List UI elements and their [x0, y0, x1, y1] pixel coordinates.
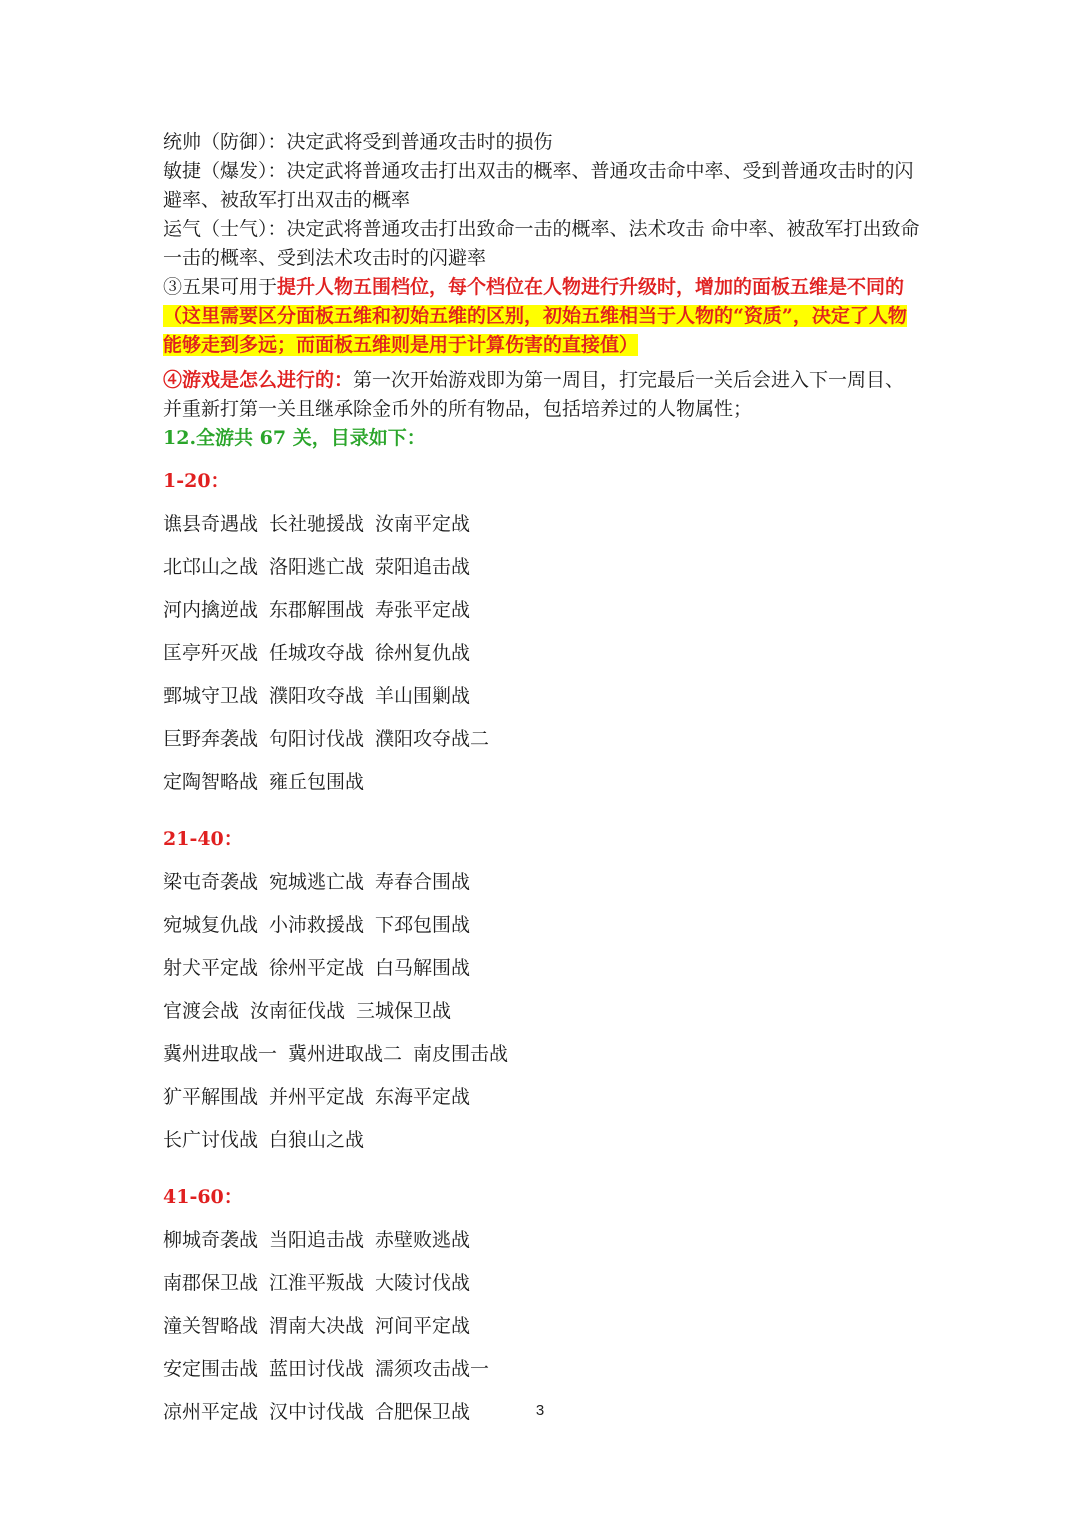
level-name: 梁屯奇袭战 — [163, 871, 259, 893]
level-range-section — [163, 467, 923, 811]
level-name: 濮阳攻夺战 — [269, 685, 365, 707]
level-row — [163, 868, 923, 911]
level-name: 匡亭歼灭战 — [163, 642, 259, 664]
paragraph-agility: 敏捷（爆发）：决定武将普通攻击打出双击的概率、普通攻击命中率、受到普通攻击时的闪避率、被敌军打出双击的概率 — [163, 160, 914, 211]
level-name: 官渡会战 — [163, 1000, 240, 1022]
level-name: 白马解围战 — [375, 957, 471, 979]
level-row — [163, 596, 923, 639]
level-name: 下邳包围战 — [375, 914, 471, 936]
level-name: 任城攻夺战 — [269, 642, 365, 664]
level-name: 巨野奔袭战 — [163, 728, 259, 750]
level-name: 河间平定战 — [375, 1315, 471, 1337]
level-name: 河内擒逆战 — [163, 599, 259, 621]
level-name: 大陵讨伐战 — [375, 1272, 471, 1294]
five-fruits-red-text: 提升人物五围档位，每个档位在人物进行升级时，增加的面板五维是不同的 — [277, 276, 905, 298]
level-row — [163, 553, 923, 596]
document-page — [163, 128, 923, 1441]
level-name: 洛阳逃亡战 — [269, 556, 365, 578]
level-ranges — [163, 467, 923, 1441]
level-name: 宛城复仇战 — [163, 914, 259, 936]
level-name: 长社驰援战 — [269, 513, 365, 535]
level-row — [163, 682, 923, 725]
level-name: 濮阳攻夺战二 — [375, 728, 490, 750]
level-name: 徐州复仇战 — [375, 642, 471, 664]
level-name: 射犬平定战 — [163, 957, 259, 979]
level-name: 羊山围剿战 — [375, 685, 471, 707]
level-row — [163, 768, 923, 811]
level-range-title: 41-60： — [163, 1186, 243, 1208]
level-name: 寿张平定战 — [375, 599, 471, 621]
level-name: 寿春合围战 — [375, 871, 471, 893]
level-list — [163, 510, 923, 811]
level-name: 并州平定战 — [269, 1086, 365, 1108]
level-name: 长广讨伐战 — [163, 1129, 259, 1151]
level-name: 合肥保卫战 — [375, 1401, 471, 1423]
level-name: 濡须攻击战一 — [375, 1358, 490, 1380]
level-name: 小沛救援战 — [269, 914, 365, 936]
level-row — [163, 1083, 923, 1126]
level-row — [163, 1126, 923, 1169]
level-row — [163, 510, 923, 553]
level-name: 汝南平定战 — [375, 513, 471, 535]
level-name: 徐州平定战 — [269, 957, 365, 979]
level-name: 雍丘包围战 — [269, 771, 365, 793]
level-name: 安定围击战 — [163, 1358, 259, 1380]
level-name: 冀州进取战二 — [288, 1043, 403, 1065]
paragraph-five-fruits — [163, 273, 923, 360]
how-game-proceeds-text: 第一次开始游戏即为第一周目，打完最后一关后会进入下一周目、并重新打第一关且继承除金币外的所有物品，包括培养过的人物属性； — [163, 369, 905, 420]
five-fruits-prefix: ③五果可用于 — [163, 276, 278, 298]
level-list — [163, 868, 923, 1169]
level-row — [163, 1312, 923, 1355]
level-name: 宛城逃亡战 — [269, 871, 365, 893]
level-name: 鄄城守卫战 — [163, 685, 259, 707]
level-name: 定陶智略战 — [163, 771, 259, 793]
level-name: 谯县奇遇战 — [163, 513, 259, 535]
level-name: 潼关智略战 — [163, 1315, 259, 1337]
paragraph-luck: 运气（士气）：决定武将普通攻击打出致命一击的概率、法术攻击 命中率、被敌军打出致命一击的概率、受到法术攻击时的闪避率 — [163, 218, 920, 269]
level-row — [163, 1355, 923, 1398]
paragraph-how-game-proceeds — [163, 366, 923, 424]
level-name: 赤壁败逃战 — [375, 1229, 471, 1251]
level-name: 犷平解围战 — [163, 1086, 259, 1108]
level-name: 冀州进取战一 — [163, 1043, 278, 1065]
level-name: 南郡保卫战 — [163, 1272, 259, 1294]
level-row — [163, 1226, 923, 1269]
section-heading-level-list: 12.全游共 67 关，目录如下： — [163, 427, 426, 449]
level-row — [163, 911, 923, 954]
level-range-title: 1-20： — [163, 470, 230, 492]
level-name: 南皮围击战 — [413, 1043, 509, 1065]
level-name: 江淮平叛战 — [269, 1272, 365, 1294]
five-fruits-highlight-note: （这里需要区分面板五维和初始五维的区别，初始五维相当于人物的“资质”，决定了人物能够走到多远；而面板五维则是用于计算伤害的直接值） — [163, 305, 907, 356]
level-row — [163, 954, 923, 997]
level-name: 汝南征伐战 — [250, 1000, 346, 1022]
level-name: 当阳追击战 — [269, 1229, 365, 1251]
level-row — [163, 1269, 923, 1312]
level-name: 北邙山之战 — [163, 556, 259, 578]
level-name: 蓝田讨伐战 — [269, 1358, 365, 1380]
page-number: 3 — [535, 1402, 545, 1419]
level-row — [163, 1040, 923, 1083]
level-name: 白狼山之战 — [269, 1129, 365, 1151]
level-row — [163, 997, 923, 1040]
level-name: 东郡解围战 — [269, 599, 365, 621]
level-row — [163, 725, 923, 768]
level-name: 汉中讨伐战 — [269, 1401, 365, 1423]
level-range-section — [163, 825, 923, 1169]
how-game-proceeds-label: ④游戏是怎么进行的： — [163, 369, 354, 391]
level-name: 三城保卫战 — [356, 1000, 452, 1022]
level-range-title: 21-40： — [163, 828, 243, 850]
level-name: 渭南大决战 — [269, 1315, 365, 1337]
level-name: 荥阳追击战 — [375, 556, 471, 578]
paragraph-leadership: 统帅（防御）：决定武将受到普通攻击时的损伤 — [163, 131, 553, 153]
level-name: 句阳讨伐战 — [269, 728, 365, 750]
level-name: 东海平定战 — [375, 1086, 471, 1108]
level-row — [163, 639, 923, 682]
level-name: 柳城奇袭战 — [163, 1229, 259, 1251]
level-name: 凉州平定战 — [163, 1401, 259, 1423]
